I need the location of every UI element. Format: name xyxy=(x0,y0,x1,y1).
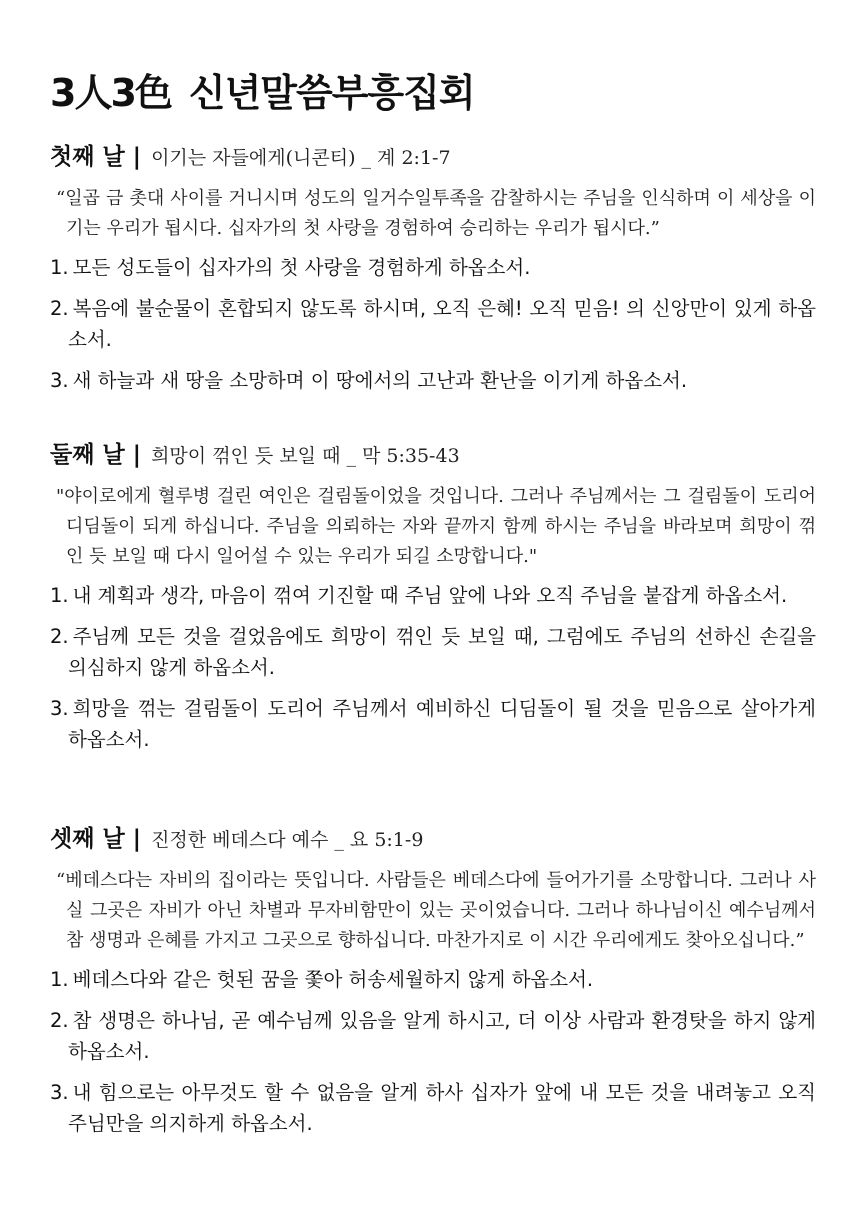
prayer-item xyxy=(50,964,816,995)
day-topic: 희망이 꺾인 듯 보일 때 _ 막 5:35-43 xyxy=(151,445,460,467)
page-title xyxy=(50,62,475,117)
day-topic: 이기는 자들에게(니콘티) _ 계 2:1-7 xyxy=(151,147,451,169)
day-quote: “베데스다는 자비의 집이라는 뜻입니다. 사람들은 베데스다에 들어가기를 소망합니다. 그러나 사실 그곳은 자비가 아닌 차별과 무자비함만이 있는 곳이었습니다. 그러나 하나님이신 예수님께서 참 생명과 은혜를 가지고 그곳으로 향하십니다. 마찬가지로 이 시간 우리에게도 찾아오십니다.” xyxy=(56,870,816,951)
prayer-number: 2. xyxy=(50,625,69,648)
prayer-number: 1. xyxy=(50,968,69,991)
prayer-item xyxy=(50,693,816,755)
prayer-number: 3. xyxy=(50,697,69,720)
prayer-item xyxy=(50,293,816,355)
day-separator: | xyxy=(132,826,142,852)
prayer-item xyxy=(50,621,816,683)
prayer-number: 2. xyxy=(50,1009,69,1032)
prayer-text: 복음에 불순물이 혼합되지 않도록 하시며, 오직 은혜! 오직 믿음! 의 신앙만이 있게 하옵소서. xyxy=(68,297,816,351)
prayer-text: 참 생명은 하나님, 곧 예수님께 있음을 알게 하시고, 더 이상 사람과 환경탓을 하지 않게 하옵소서. xyxy=(68,1009,816,1063)
prayer-item xyxy=(50,1005,816,1067)
title-main: 신년말씀부흥집회 xyxy=(188,71,475,115)
prayer-list xyxy=(50,580,816,755)
prayer-number: 2. xyxy=(50,297,69,320)
day-section-1 xyxy=(50,140,816,406)
prayer-list xyxy=(50,964,816,1139)
day-label: 둘째 날 xyxy=(50,442,125,468)
day-separator: | xyxy=(132,144,142,170)
prayer-text: 희망을 꺾는 걸림돌이 도리어 주님께서 예비하신 디딤돌이 될 것을 믿음으로 살아가게 하옵소서. xyxy=(68,697,816,751)
day-heading xyxy=(50,822,816,856)
prayer-number: 1. xyxy=(50,584,69,607)
day-separator: | xyxy=(132,442,142,468)
prayer-text: 내 계획과 생각, 마음이 꺾여 기진할 때 주님 앞에 나와 오직 주님을 붙잡게 하옵소서. xyxy=(72,584,788,607)
day-label: 첫째 날 xyxy=(50,144,125,170)
title-prefix: 3人3色 xyxy=(50,71,171,115)
prayer-text: 모든 성도들이 십자가의 첫 사랑을 경험하게 하옵소서. xyxy=(72,256,531,279)
prayer-item xyxy=(50,580,816,611)
day-quote: “일곱 금 촛대 사이를 거니시며 성도의 일거수일투족을 감찰하시는 주님을 인식하며 이 세상을 이기는 우리가 됩시다. 십자가의 첫 사랑을 경험하여 승리하는 우리가 됩시다.” xyxy=(56,188,816,239)
prayer-number: 3. xyxy=(50,1081,69,1104)
prayer-text: 주님께 모든 것을 걸었음에도 희망이 꺾인 듯 보일 때, 그럼에도 주님의 선하신 손길을 의심하지 않게 하옵소서. xyxy=(68,625,816,679)
day-section-2 xyxy=(50,438,816,765)
day-section-3 xyxy=(50,822,816,1149)
day-topic: 진정한 베데스다 예수 _ 요 5:1-9 xyxy=(151,829,424,851)
day-quote: "야이로에게 혈루병 걸린 여인은 걸림돌이었을 것입니다. 그러나 주님께서는 그 걸림돌이 도리어 디딤돌이 되게 하십니다. 주님을 의뢰하는 자와 끝까지 함께 하시는 주님을 바라보며 희망이 꺾인 듯 보일 때 다시 일어설 수 있는 우리가 되길 소망합니다." xyxy=(56,486,816,567)
prayer-number: 1. xyxy=(50,256,69,279)
prayer-item xyxy=(50,252,816,283)
day-label: 셋째 날 xyxy=(50,826,125,852)
prayer-item xyxy=(50,365,816,396)
prayer-item xyxy=(50,1077,816,1139)
day-heading xyxy=(50,140,816,174)
day-heading xyxy=(50,438,816,472)
prayer-text: 베데스다와 같은 헛된 꿈을 쫓아 허송세월하지 않게 하옵소서. xyxy=(72,968,594,991)
prayer-number: 3. xyxy=(50,369,69,392)
prayer-list xyxy=(50,252,816,396)
prayer-text: 새 하늘과 새 땅을 소망하며 이 땅에서의 고난과 환난을 이기게 하옵소서. xyxy=(72,369,688,392)
prayer-text: 내 힘으로는 아무것도 할 수 없음을 알게 하사 십자가 앞에 내 모든 것을 내려놓고 오직 주님만을 의지하게 하옵소서. xyxy=(68,1081,816,1135)
